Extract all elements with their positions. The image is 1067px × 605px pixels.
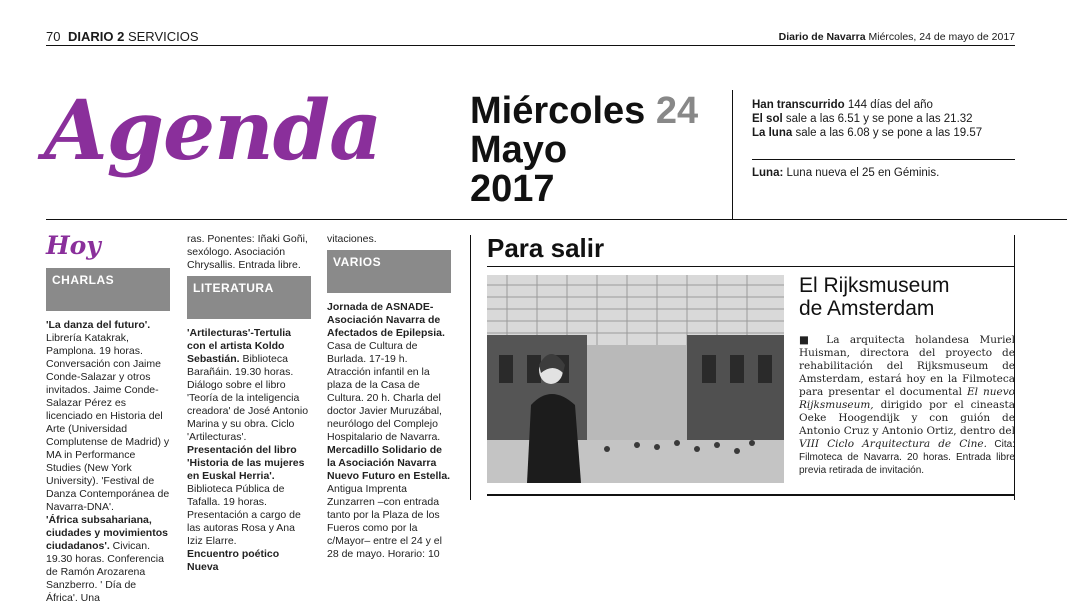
para-salir-title: Para salir bbox=[487, 233, 605, 263]
list-item bbox=[187, 444, 311, 548]
year: 2017 bbox=[470, 168, 555, 210]
paper-date-text: Miércoles, 24 de mayo de 2017 bbox=[865, 31, 1015, 43]
section-bold: DIARIO 2 bbox=[68, 29, 125, 44]
literatura-header: LITERATURA bbox=[187, 276, 311, 319]
cycle-title: VIII Ciclo Arquitectura de Cine. bbox=[799, 438, 987, 450]
charlas-header: CHARLAS bbox=[46, 268, 170, 311]
paper-name: Diario de Navarra bbox=[778, 31, 866, 43]
item-text: Civican. 19.30 horas. Conferencia de Ramón Arozarena Sanzberro. ' Día de África'. Una bbox=[46, 540, 164, 604]
hoy-column-1 bbox=[46, 264, 170, 605]
moon-phase bbox=[752, 167, 939, 179]
item-text: Librería Katakrak, Pamplona. 19 horas. Conversación con Jaime Conde-Salazar y otros invitados. Jaime Conde-Salazar Pérez es licenciado en Historia del Arte (Universidad Complutense de Madrid) y MA in Performance Studies (New York University). 'Festival de Danza Contemporánea de Navarra-DNA'. bbox=[46, 332, 170, 513]
item-title: Encuentro poético Nueva bbox=[187, 548, 280, 573]
item-title: 'África subsahariana, ciudades y movimientos ciudadanos'. bbox=[46, 514, 168, 552]
page-number: 70 bbox=[46, 29, 61, 44]
divider bbox=[487, 494, 1014, 496]
hoy-column-3 bbox=[327, 233, 451, 561]
phase-label: Luna: bbox=[752, 167, 784, 179]
list-item bbox=[187, 327, 311, 444]
item-title: Presentación del libro 'Historia de las mujeres en Euskal Herria'. bbox=[187, 444, 305, 482]
list-item bbox=[46, 514, 170, 605]
section-name bbox=[68, 29, 199, 44]
museum-photo-illustration bbox=[487, 275, 784, 483]
headline-line: de Amsterdam bbox=[799, 297, 935, 320]
item-text: Biblioteca Pública de Tafalla. 19 horas. Presentación a cargo de las autoras Rosa y Ana Iziz Elarre. bbox=[187, 483, 301, 547]
list-item bbox=[187, 548, 311, 574]
hoy-column-2 bbox=[187, 233, 311, 574]
list-item bbox=[327, 444, 451, 561]
sun-text: sale a las 6.51 y se pone a las 21.32 bbox=[782, 113, 973, 125]
item-text: Biblioteca Barañáin. 19.30 horas. Diálogo sobre el libro 'Teoría de la inteligencia creadora' de José Antonio Marina y su obra. Ciclo 'Artilecturas'. bbox=[187, 353, 309, 443]
section-rest: SERVICIOS bbox=[124, 29, 199, 44]
list-item: ras. Ponentes: Iñaki Goñi, sexólogo. Asociación Chrysallis. Entrada libre. bbox=[187, 233, 308, 271]
weekday: Miércoles bbox=[470, 90, 646, 132]
divider bbox=[752, 159, 1015, 160]
paper-date bbox=[779, 31, 1015, 43]
month: Mayo bbox=[470, 129, 568, 171]
moon-text: sale a las 6.08 y se pone a las 19.57 bbox=[792, 127, 983, 139]
divider bbox=[46, 219, 1067, 220]
item-title: Mercadillo Solidario de la Asociación Navarra Nuevo Futuro en Estella. bbox=[327, 444, 451, 482]
list-item: vitaciones. bbox=[327, 233, 377, 245]
article-headline bbox=[799, 274, 950, 320]
moon-label: La luna bbox=[752, 127, 793, 139]
divider bbox=[732, 90, 733, 220]
agenda-title: Agenda bbox=[44, 83, 382, 179]
article-body bbox=[799, 334, 1015, 477]
item-title: 'Artilecturas'-Tertulia con el artista Koldo Sebastián. bbox=[187, 327, 291, 365]
film-title: El nuevo Rijksmuseum, bbox=[799, 386, 1015, 411]
varios-header: VARIOS bbox=[327, 250, 451, 293]
sun-moon-info bbox=[752, 98, 1015, 140]
item-title: 'La danza del futuro'. bbox=[46, 319, 151, 331]
body-text: Cita: Filmoteca de Navarra. 20 horas. Entrada libre previa retirada de invitación. bbox=[799, 439, 1015, 476]
item-text: Casa de Cultura de Burlada. 17-19 h. Atracción infantil en la plaza de la Casa de Cultura. 20 h. Charla del doctor Javier Muruzábal, neurólogo del Complejo Hospitalario de Navarra. bbox=[327, 340, 442, 443]
item-title: Jornada de ASNADE-Asociación Navarra de Afectados de Epilepsia. bbox=[327, 301, 445, 339]
days-label: Han transcurrido bbox=[752, 99, 845, 111]
list-item bbox=[327, 301, 451, 444]
day-number: 24 bbox=[655, 90, 699, 132]
days-text: 144 días del año bbox=[844, 99, 933, 111]
body-text: dirigido por el cineasta Oeke Hoogendijk y con guión de Antonio Cruz y Antonio Ortiz, dentro del bbox=[799, 399, 1015, 437]
divider bbox=[487, 266, 1014, 267]
museum-photo bbox=[487, 275, 784, 483]
headline-line: El Rijksmuseum bbox=[799, 274, 950, 297]
phase-text: Luna nueva el 25 en Géminis. bbox=[783, 167, 940, 179]
date-block bbox=[470, 92, 698, 209]
divider bbox=[470, 235, 471, 500]
sun-label: El sol bbox=[752, 113, 783, 125]
page-header bbox=[46, 28, 1015, 46]
hoy-title: Hoy bbox=[46, 231, 101, 260]
body-text: ■ La arquitecta holandesa Muriel Huisman, directora del proyecto de rehabilitación del Rijksmuseum de Amsterdam, estará hoy en la Filmoteca para presentar el documental bbox=[799, 334, 1015, 398]
list-item bbox=[46, 319, 170, 514]
item-text: Antigua Imprenta Zunzarren –con entrada tanto por la Plaza de los Fueros como por la c/Mayor– entre el 24 y el 28 de mayo. Horario: 10 bbox=[327, 483, 442, 560]
